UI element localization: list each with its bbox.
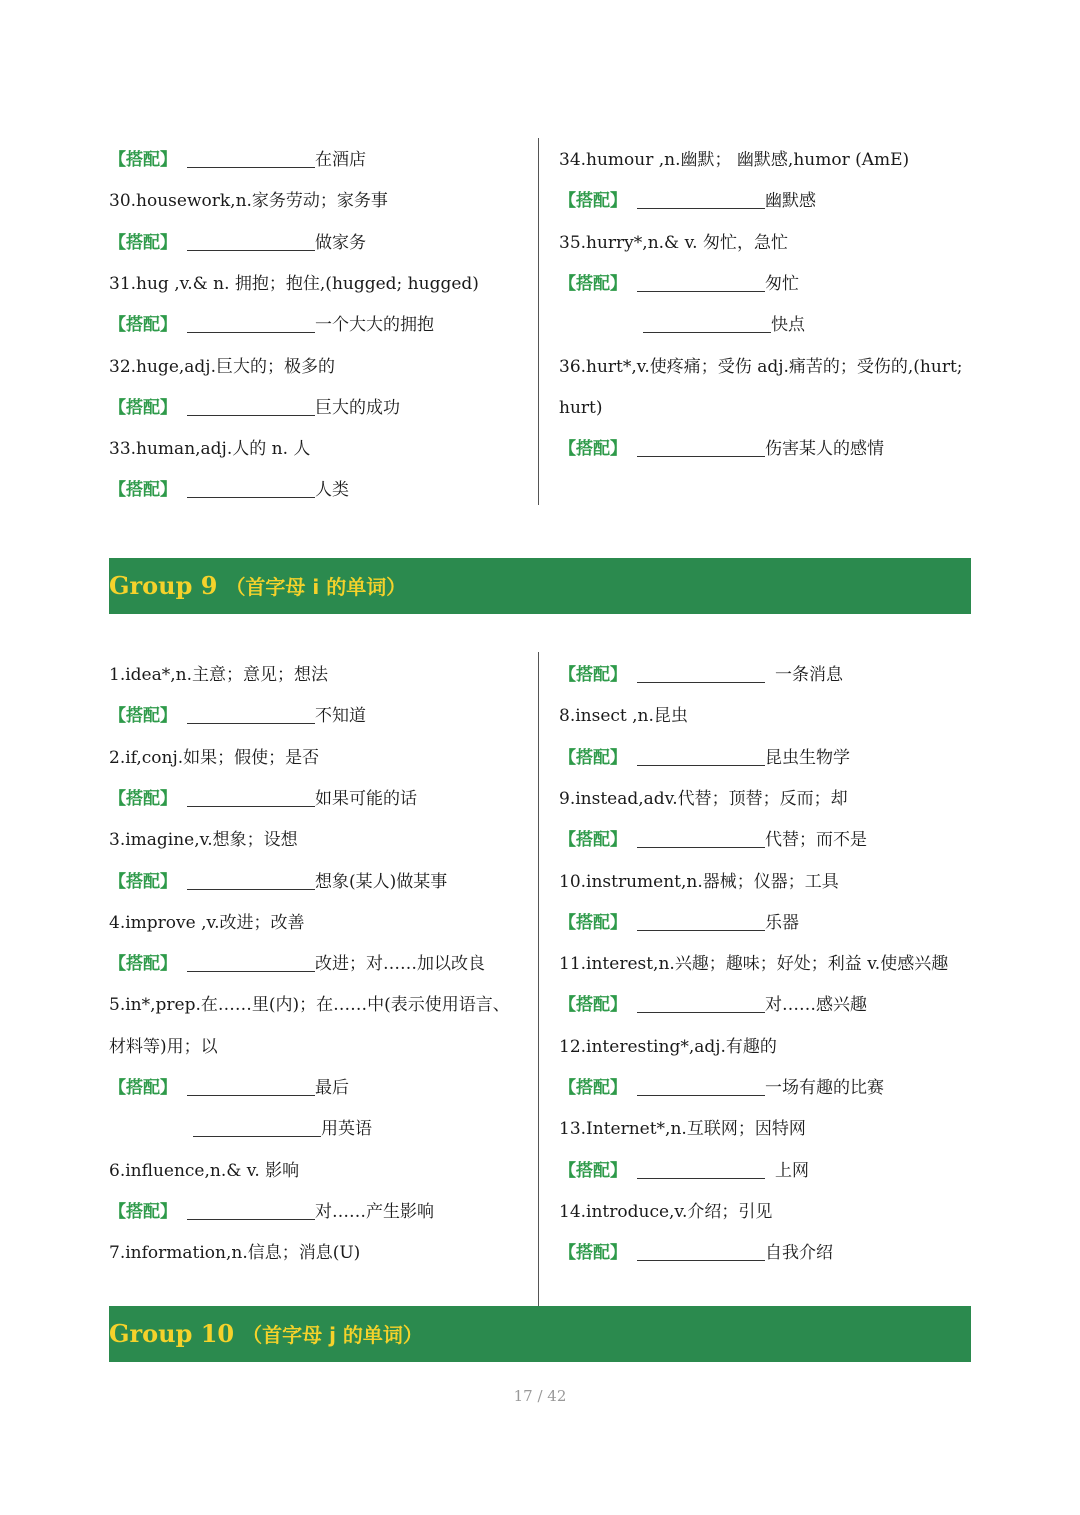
collocation-meaning: 想象(某人)做某事 — [315, 871, 448, 892]
collocation-tag: 【搭配】 — [109, 315, 177, 336]
collocation-tag: 【搭配】 — [559, 1078, 627, 1098]
fill-blank — [187, 1201, 315, 1220]
collocation-tag: 【搭配】 — [559, 912, 627, 933]
collocation-line — [109, 397, 400, 419]
page-number: 17 / 42 — [513, 1387, 567, 1405]
collocation-line — [559, 1077, 884, 1099]
group-10-header — [109, 1306, 971, 1362]
collocation-meaning: 上网 — [775, 1160, 809, 1181]
vocab-entry: 5.in*,prep.在……里(内)；在……中(表示使用语言、 — [109, 995, 510, 1016]
collocation-tag: 【搭配】 — [109, 232, 177, 253]
collocation-tag: 【搭配】 — [109, 871, 177, 892]
fill-blank — [637, 438, 765, 457]
vocab-entry: 12.interesting*,adj.有趣的 — [559, 1036, 777, 1057]
collocation-tag: 【搭配】 — [559, 1243, 627, 1264]
vocab-entry: 33.human,adj.人的 n. 人 — [109, 439, 311, 460]
collocation-tag: 【搭配】 — [559, 995, 627, 1016]
collocation-meaning: 代替；而不是 — [765, 830, 867, 851]
vocab-entry: 材料等)用；以 — [109, 1036, 218, 1057]
fill-blank — [187, 788, 315, 807]
collocation-meaning: 快点 — [771, 315, 805, 336]
collocation-tag: 【搭配】 — [109, 788, 177, 809]
vocab-entry: 13.Internet*,n.互联网；因特网 — [559, 1119, 806, 1140]
collocation-line — [109, 314, 434, 336]
fill-blank — [637, 994, 765, 1013]
fill-blank — [187, 314, 315, 333]
collocation-meaning: 人类 — [315, 480, 349, 501]
collocation-line — [109, 1118, 372, 1140]
fill-blank — [637, 1160, 765, 1179]
collocation-tag: 【搭配】 — [559, 665, 627, 685]
fill-blank — [643, 314, 771, 333]
vocab-entry: 7.information,n.信息；消息(U) — [109, 1243, 361, 1264]
vocab-entry: 31.hug ,v.& n. 拥抱；抱住,(hugged; hugged) — [109, 273, 479, 294]
fill-blank — [187, 1077, 315, 1096]
collocation-meaning: 幽默感 — [765, 191, 816, 212]
vocab-entry: 3.imagine,v.想象；设想 — [109, 830, 298, 851]
collocation-meaning: 对……感兴趣 — [765, 995, 867, 1016]
collocation-tag: 【搭配】 — [109, 150, 177, 170]
vocab-entry: 10.instrument,n.器械；仪器；工具 — [559, 871, 839, 892]
collocation-tag: 【搭配】 — [109, 480, 177, 501]
fill-blank — [187, 953, 315, 972]
collocation-meaning: 一个大大的拥抱 — [315, 315, 434, 336]
collocation-line — [559, 747, 850, 769]
collocation-line — [559, 912, 799, 934]
fill-blank — [187, 705, 315, 724]
vocab-entry: 36.hurt*,v.使疼痛；受伤 adj.痛苦的；受伤的,(hurt; — [559, 356, 963, 377]
collocation-tag: 【搭配】 — [109, 954, 177, 975]
collocation-meaning: 最后 — [315, 1078, 349, 1098]
collocation-tag: 【搭配】 — [109, 397, 177, 418]
fill-blank — [187, 871, 315, 890]
fill-blank — [637, 190, 765, 209]
group-9-subtitle: （首字母 i 的单词） — [225, 575, 407, 599]
fill-blank — [637, 912, 765, 931]
vocab-entry: 14.introduce,v.介绍；引见 — [559, 1201, 773, 1222]
vocab-entry: 2.if,conj.如果；假使；是否 — [109, 747, 320, 768]
collocation-line — [109, 232, 366, 254]
collocation-tag: 【搭配】 — [559, 439, 627, 460]
group-10-subtitle: （首字母 j 的单词） — [242, 1323, 423, 1347]
vocab-entry: 8.insect ,n.昆虫 — [559, 706, 688, 727]
column-divider — [538, 652, 539, 1306]
collocation-line — [109, 149, 366, 171]
fill-blank — [187, 232, 315, 251]
collocation-tag: 【搭配】 — [109, 706, 177, 727]
collocation-meaning: 如果可能的话 — [315, 788, 417, 809]
vocab-entry: 11.interest,n.兴趣；趣味；好处；利益 v.使感兴趣 — [559, 954, 949, 975]
collocation-meaning: 伤害某人的感情 — [765, 439, 884, 460]
collocation-tag: 【搭配】 — [109, 1201, 177, 1222]
vocab-entry: 1.idea*,n.主意；意见；想法 — [109, 665, 328, 685]
collocation-tag: 【搭配】 — [559, 273, 627, 294]
fill-blank — [187, 149, 315, 168]
collocation-tag: 【搭配】 — [559, 747, 627, 768]
collocation-line — [559, 994, 867, 1016]
collocation-line — [109, 788, 417, 810]
vocab-entry: 35.hurry*,n.& v. 匆忙，急忙 — [559, 232, 788, 253]
fill-blank — [637, 1077, 765, 1096]
collocation-meaning: 自我介绍 — [765, 1243, 833, 1264]
collocation-meaning: 匆忙 — [765, 273, 799, 294]
collocation-meaning: 一场有趣的比赛 — [765, 1078, 884, 1098]
group-10-title: Group 10 — [109, 1319, 235, 1348]
collocation-tag: 【搭配】 — [559, 191, 627, 212]
group-9-header — [109, 558, 971, 614]
collocation-line — [559, 1242, 833, 1264]
collocation-meaning: 对……产生影响 — [315, 1201, 434, 1222]
collocation-line — [559, 1160, 809, 1182]
vocab-entry: 9.instead,adv.代替；顶替；反而；却 — [559, 788, 848, 809]
fill-blank — [187, 479, 315, 498]
collocation-meaning: 昆虫生物学 — [765, 747, 850, 768]
collocation-line — [109, 1201, 434, 1223]
vocab-entry: 34.humour ,n.幽默； 幽默感,humor (AmE) — [559, 150, 910, 170]
collocation-line — [559, 273, 799, 295]
collocation-line — [109, 705, 366, 727]
fill-blank — [637, 664, 765, 683]
fill-blank — [637, 747, 765, 766]
collocation-meaning: 在酒店 — [315, 150, 366, 170]
collocation-line — [559, 829, 867, 851]
collocation-line — [559, 438, 884, 460]
collocation-meaning: 做家务 — [315, 232, 366, 253]
fill-blank — [637, 1242, 765, 1261]
collocation-line — [109, 1077, 349, 1099]
column-divider — [538, 138, 539, 505]
collocation-meaning: 用英语 — [321, 1119, 372, 1140]
vocab-entry: 30.housework,n.家务劳动；家务事 — [109, 191, 388, 212]
collocation-tag: 【搭配】 — [559, 1160, 627, 1181]
collocation-tag: 【搭配】 — [559, 830, 627, 851]
collocation-line — [559, 314, 805, 336]
collocation-line — [559, 664, 843, 686]
collocation-meaning: 巨大的成功 — [315, 397, 400, 418]
vocab-entry: 4.improve ,v.改进；改善 — [109, 912, 305, 933]
fill-blank — [637, 273, 765, 292]
collocation-tag: 【搭配】 — [109, 1078, 177, 1098]
collocation-meaning: 不知道 — [315, 706, 366, 727]
fill-blank — [193, 1118, 321, 1137]
fill-blank — [187, 397, 315, 416]
group-9-title: Group 9 — [109, 571, 218, 600]
collocation-meaning: 乐器 — [765, 912, 799, 933]
fill-blank — [637, 829, 765, 848]
vocab-entry: hurt) — [559, 397, 603, 418]
collocation-line — [559, 190, 816, 212]
collocation-line — [109, 479, 349, 501]
collocation-line — [109, 871, 447, 893]
collocation-meaning: 一条消息 — [775, 665, 843, 685]
vocab-entry: 32.huge,adj.巨大的；极多的 — [109, 356, 335, 377]
vocab-entry: 6.influence,n.& v. 影响 — [109, 1160, 300, 1181]
collocation-meaning: 改进；对……加以改良 — [315, 954, 485, 975]
collocation-line — [109, 953, 485, 975]
